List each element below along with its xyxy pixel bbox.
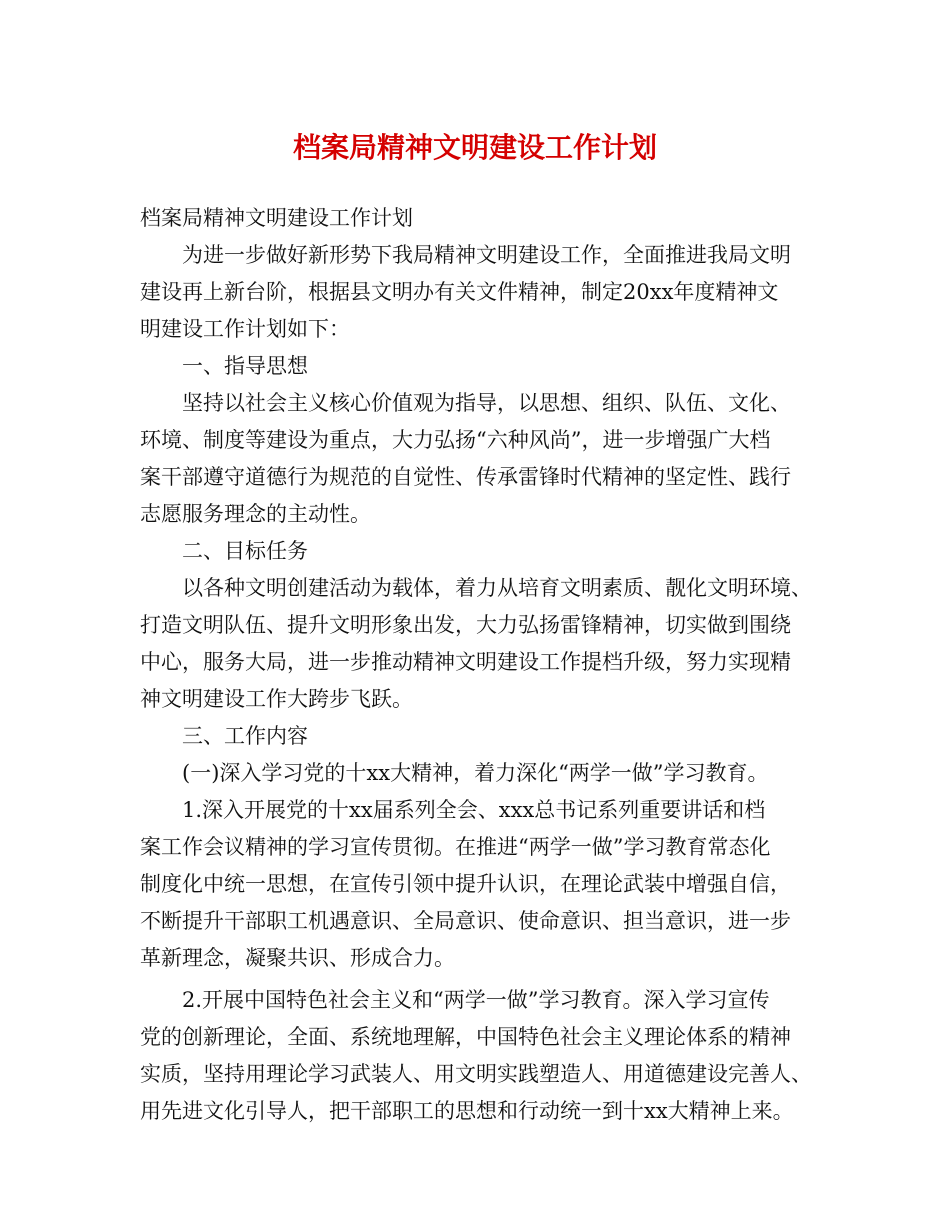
paragraph-line: 志愿服务理念的主动性。 xyxy=(140,502,371,526)
paragraph-line: 坚持以社会主义核心价值观为指导，以思想、组织、队伍、文化、 xyxy=(182,391,791,415)
paragraph-line: 明建设工作计划如下： xyxy=(140,317,350,341)
subsection-heading: (一)深入学习党的十xx大精神，着力深化“两学一做”学习教育。 xyxy=(182,761,769,785)
paragraph-line: 以各种文明创建活动为载体，着力从培育文明素质、靓化文明环境、 xyxy=(182,576,812,600)
paragraph-line: 1.深入开展党的十xx届系列全会、xxx总书记系列重要讲话和档 xyxy=(182,798,766,822)
document-body xyxy=(140,200,830,1130)
paragraph-line: 建设再上新台阶，根据县文明办有关文件精神，制定20xx年度精神文 xyxy=(140,280,779,304)
paragraph-line: 革新理念，凝聚共识、形成合力。 xyxy=(140,946,455,970)
paragraph-line: 实质，坚持用理论学习武装人、用文明实践塑造人、用道德建设完善人、 xyxy=(140,1062,812,1086)
page-title: 档案局精神文明建设工作计划 xyxy=(292,131,657,164)
paragraph-line: 中心，服务大局，进一步推动精神文明建设工作提档升级，努力实现精 xyxy=(140,650,791,674)
paragraph-line: 党的创新理论，全面、系统地理解，中国特色社会主义理论体系的精神 xyxy=(140,1025,791,1049)
paragraph-line: 神文明建设工作大跨步飞跃。 xyxy=(140,687,413,711)
paragraph-line: 环境、制度等建设为重点，大力弘扬“六种风尚”，进一步增强广大档 xyxy=(140,428,771,452)
paragraph-line: 制度化中统一思想，在宣传引领中提升认识，在理论武装中增强自信， xyxy=(140,872,791,896)
paragraph-line: 案工作会议精神的学习宣传贯彻。在推进“两学一做”学习教育常态化 xyxy=(140,835,771,859)
document-subtitle: 档案局精神文明建设工作计划 xyxy=(140,206,413,230)
paragraph-line: 打造文明队伍、提升文明形象出发，大力弘扬雷锋精神，切实做到围绕 xyxy=(140,613,791,637)
section-heading: 三、工作内容 xyxy=(182,724,308,748)
section-heading: 二、目标任务 xyxy=(182,539,308,563)
section-heading: 一、指导思想 xyxy=(182,354,308,378)
paragraph-line: 用先进文化引导人，把干部职工的思想和行动统一到十xx大精神上来。 xyxy=(140,1099,794,1123)
paragraph-line: 2.开展中国特色社会主义和“两学一做”学习教育。深入学习宣传 xyxy=(182,988,770,1012)
paragraph-line: 案干部遵守道德行为规范的自觉性、传承雷锋时代精神的坚定性、践行 xyxy=(140,465,791,489)
paragraph-line: 不断提升干部职工机遇意识、全局意识、使命意识、担当意识，进一步 xyxy=(140,909,791,933)
paragraph-line: 为进一步做好新形势下我局精神文明建设工作，全面推进我局文明 xyxy=(182,243,791,267)
